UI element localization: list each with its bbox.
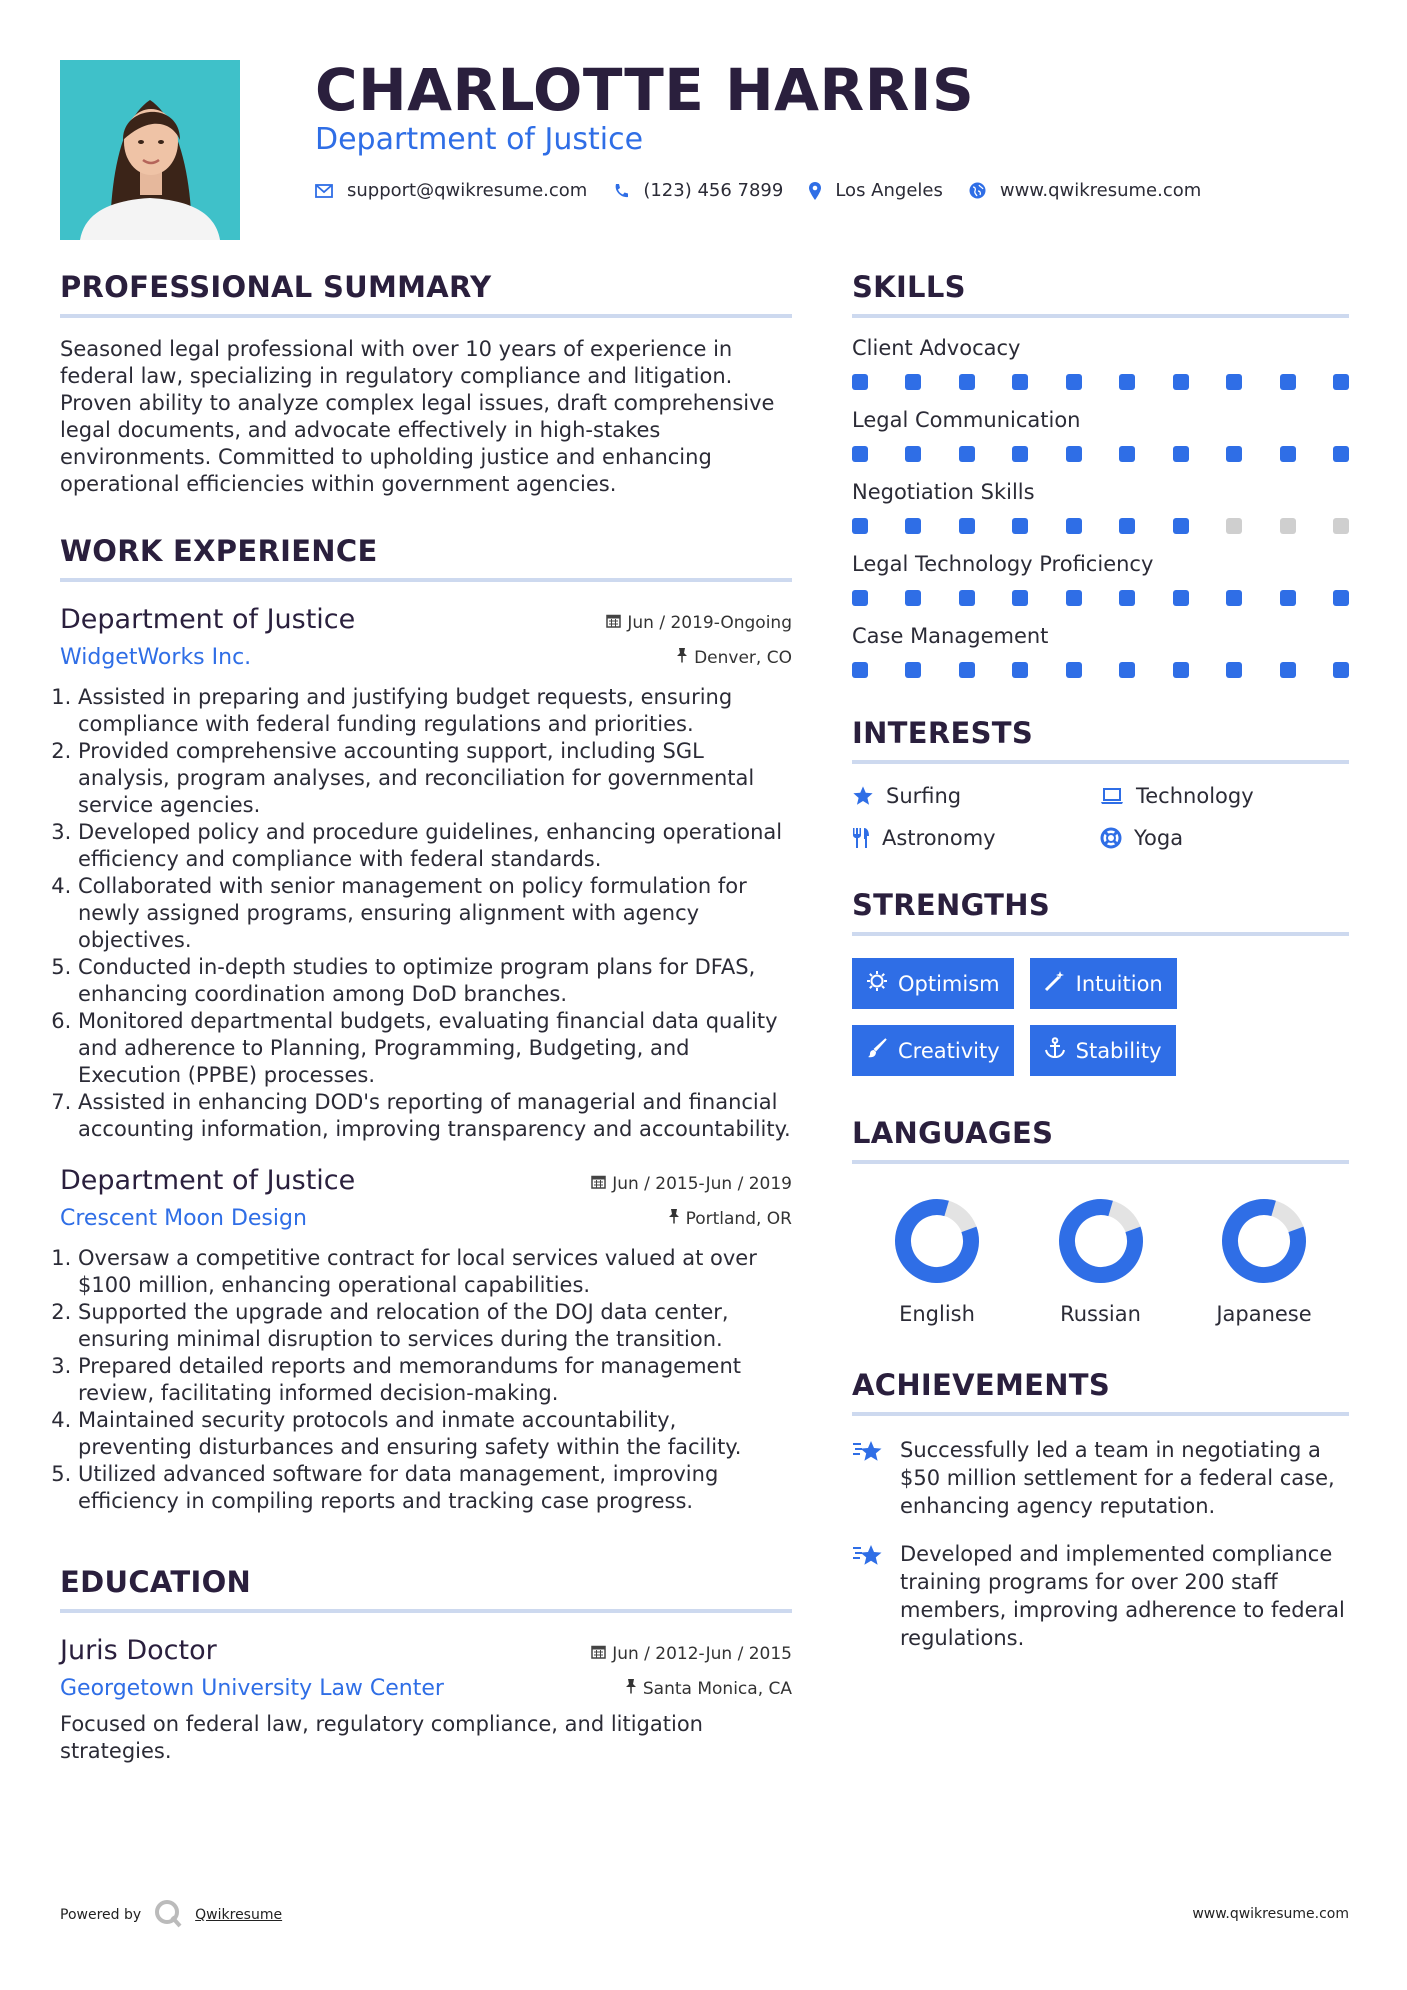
rating-dot-filled [1173,374,1189,390]
summary-heading: PROFESSIONAL SUMMARY [60,270,792,318]
interests-list [852,784,1349,850]
list-item: 5. Conducted in-depth studies to optimize program plans for DFAS, enhancing coordination among DoD branches. [78,954,792,1008]
skill-name: Client Advocacy [852,336,1021,360]
donut-fill [1221,1198,1307,1284]
list-item: 3. Developed policy and procedure guidelines, enhancing operational efficiency and compliance with federal standards. [78,819,792,873]
profile-photo [60,60,240,240]
contact-bar [315,180,1227,201]
shooting-star-icon [852,1436,884,1520]
skill-name: Legal Communication [852,408,1081,432]
languages-heading: LANGUAGES [852,1116,1349,1164]
education-entry [60,1635,792,1765]
calendar-icon [606,613,621,633]
rating-dot-filled [1333,590,1349,606]
job-title: Department of Justice [60,604,356,635]
list-item: 2. Supported the upgrade and relocation of the DOJ data center, ensuring minimal disruption to services during the transition. [78,1299,792,1353]
sun-icon [866,970,888,997]
rating-dot-filled [1173,662,1189,678]
rating-dot-filled [1280,374,1296,390]
pushpin-icon [668,1208,680,1229]
rating-dot-filled [1119,374,1135,390]
strength-label: Optimism [898,971,1000,996]
rating-dot-filled [1119,518,1135,534]
shooting-star-icon [852,1540,884,1652]
rating-dot-filled [1012,374,1028,390]
rating-dot-filled [959,662,975,678]
skill-name: Case Management [852,624,1049,648]
rating-dot-filled [959,590,975,606]
summary-text: Seasoned legal professional with over 10 years of experience in federal law, specializing in regulatory compliance and litigation. Proven ability to analyze complex legal issues, draft comprehensive legal documents, and advocate effectively in high-stakes environments. Committed to upholding justice and enhancing operational efficiencies within government agencies. [60,337,775,496]
job-dates: Jun / 2015-Jun / 2019 [612,1174,792,1194]
skill-item [852,480,1349,534]
job-title: Department of Justice [60,1165,356,1196]
skill-item [852,336,1349,390]
laptop-icon [1100,786,1124,806]
right-column [852,270,1349,1652]
anchor-icon [1044,1037,1066,1064]
rating-dot-filled [1012,590,1028,606]
rating-dot-filled [1066,590,1082,606]
powered-by-label: Powered by [60,1907,142,1923]
calendar-icon [591,1644,606,1664]
language-proficiency-donut [1221,1198,1307,1284]
rating-dot-filled [852,518,868,534]
rating-dot-filled [905,590,921,606]
school-name: Georgetown University Law Center [60,1676,444,1701]
utensils-icon [852,827,870,849]
magic-wand-icon [1044,970,1066,997]
rating-dot-filled [1333,374,1349,390]
website-link[interactable]: www.qwikresume.com [999,180,1202,201]
rating-dot-filled [1119,590,1135,606]
language-proficiency-donut [1058,1198,1144,1284]
email-icon [315,184,333,198]
rating-dot-filled [959,374,975,390]
skill-item [852,552,1349,606]
rating-dot-filled [852,446,868,462]
achievements-list [852,1436,1349,1652]
rating-dot-filled [959,518,975,534]
phone-icon [613,183,629,199]
interest-item [1100,784,1348,808]
list-item: 5. Utilized advanced software for data management, improving efficiency in compiling reports and tracking case progress. [78,1461,792,1515]
location-text: Los Angeles [835,180,943,201]
footer-powered-by [60,1898,282,1932]
strengths-heading: STRENGTHS [852,888,1349,936]
job-bullets [60,684,792,1143]
rating-dot-filled [1173,518,1189,534]
rating-dot-filled [905,446,921,462]
skills-list [852,336,1349,678]
job-entry [60,604,792,1143]
interest-item [852,826,1100,850]
interest-label: Surfing [886,784,962,808]
language-name: English [899,1302,975,1326]
rating-dot-empty [1280,518,1296,534]
candidate-name: CHARLOTTE HARRIS [315,56,975,124]
language-item [1026,1198,1176,1326]
list-item: 4. Collaborated with senior management on policy formulation for newly assigned programs, ensuring alignment with agency objectives. [78,873,792,954]
map-pin-icon [809,182,821,200]
job-location: Portland, OR [685,1208,792,1229]
phone-number[interactable]: (123) 456 7899 [643,180,784,201]
globe-icon [969,182,986,199]
list-item: 1. Assisted in preparing and justifying budget requests, ensuring compliance with federal funding regulations and priorities. [78,684,792,738]
languages-list [852,1198,1349,1326]
rating-dot-filled [1226,590,1242,606]
rating-dot-empty [1333,518,1349,534]
left-column [60,270,792,1765]
rating-dot-filled [1173,590,1189,606]
language-name: Russian [1060,1302,1141,1326]
strength-label: Stability [1075,1038,1162,1063]
education-heading: EDUCATION [60,1565,792,1613]
strength-tag [852,958,1014,1009]
rating-dot-filled [1280,590,1296,606]
achievement-text: Successfully led a team in negotiating a $50 million settlement for a federal case, enhancing agency reputation. [900,1438,1335,1518]
skill-item [852,624,1349,678]
rating-dot-filled [1280,662,1296,678]
donut-fill [1058,1198,1144,1284]
pushpin-icon [676,647,688,668]
experience-heading: WORK EXPERIENCE [60,534,792,582]
skill-rating [852,662,1349,678]
rating-dot-filled [1119,662,1135,678]
rating-dot-empty [1226,518,1242,534]
rating-dot-filled [1012,518,1028,534]
rating-dot-filled [1066,518,1082,534]
rating-dot-filled [1119,446,1135,462]
rating-dot-filled [852,374,868,390]
strength-tag [1030,958,1177,1009]
rating-dot-filled [1066,374,1082,390]
achievements-heading: ACHIEVEMENTS [852,1368,1349,1416]
interest-item [1100,826,1348,850]
lifebuoy-icon [1100,827,1122,849]
pushpin-icon [625,1678,637,1699]
interest-label: Astronomy [882,826,996,850]
skill-item [852,408,1349,462]
education-description: Focused on federal law, regulatory compliance, and litigation strategies. [60,1712,703,1763]
language-item [1189,1198,1339,1326]
list-item: 4. Maintained security protocols and inmate accountability, preventing disturbances and ensuring safety within the facility. [78,1407,792,1461]
rating-dot-filled [905,662,921,678]
strength-tag [852,1025,1014,1076]
rating-dot-filled [1066,446,1082,462]
rating-dot-filled [959,446,975,462]
skills-heading: SKILLS [852,270,1349,318]
achievement-item [852,1436,1349,1520]
rating-dot-filled [1012,662,1028,678]
donut-fill [894,1198,980,1284]
strength-label: Intuition [1075,971,1163,996]
list-item: 1. Oversaw a competitive contract for local services valued at over $100 million, enhancing operational capabilities. [78,1245,792,1299]
degree-title: Juris Doctor [60,1635,217,1666]
qwikresume-logo-icon [153,1898,183,1932]
calendar-icon [591,1174,606,1194]
education-dates: Jun / 2012-Jun / 2015 [612,1644,792,1664]
rating-dot-filled [1333,662,1349,678]
interest-label: Technology [1136,784,1254,808]
rating-dot-filled [1280,446,1296,462]
job-location: Denver, CO [694,647,792,668]
skill-rating [852,446,1349,462]
strength-tag [1030,1025,1176,1076]
rating-dot-filled [1226,446,1242,462]
job-dates: Jun / 2019-Ongoing [627,613,792,633]
email-link[interactable]: support@qwikresume.com [347,180,588,201]
rating-dot-filled [852,590,868,606]
skill-rating [852,590,1349,606]
skill-name: Negotiation Skills [852,480,1035,504]
skill-rating [852,374,1349,390]
company-name: WidgetWorks Inc. [60,645,252,670]
rating-dot-filled [905,518,921,534]
job-entry [60,1165,792,1515]
list-item: 3. Prepared detailed reports and memorandums for management review, facilitating informed decision-making. [78,1353,792,1407]
list-item: 7. Assisted in enhancing DOD's reporting of managerial and financial accounting information, improving transparency and accountability. [78,1089,792,1143]
language-name: Japanese [1216,1302,1312,1326]
strengths-list [852,958,1349,1076]
list-item: 2. Provided comprehensive accounting support, including SGL analysis, program analyses, and reconciliation for governmental service agencies. [78,738,792,819]
interests-heading: INTERESTS [852,716,1349,764]
language-item [862,1198,1012,1326]
strength-label: Creativity [898,1038,1000,1063]
job-bullets [60,1245,792,1515]
rating-dot-filled [1226,374,1242,390]
language-proficiency-donut [894,1198,980,1284]
footer-website[interactable]: www.qwikresume.com [1192,1906,1349,1922]
interest-label: Yoga [1134,826,1184,850]
company-name: Crescent Moon Design [60,1206,307,1231]
qwikresume-link[interactable]: Qwikresume [195,1907,283,1923]
rating-dot-filled [852,662,868,678]
paintbrush-icon [866,1037,888,1064]
interest-item [852,784,1100,808]
rating-dot-filled [1066,662,1082,678]
achievement-text: Developed and implemented compliance training programs for over 200 staff members, improving adherence to federal regulations. [900,1542,1345,1650]
rating-dot-filled [1333,446,1349,462]
candidate-title: Department of Justice [315,122,644,157]
rating-dot-filled [1012,446,1028,462]
education-location: Santa Monica, CA [642,1678,792,1699]
star-icon [852,785,874,807]
rating-dot-filled [905,374,921,390]
rating-dot-filled [1173,446,1189,462]
rating-dot-filled [1226,662,1242,678]
list-item: 6. Monitored departmental budgets, evaluating financial data quality and adherence to Planning, Programming, Budgeting, and Execution (PPBE) processes. [78,1008,792,1089]
achievement-item [852,1540,1349,1652]
skill-name: Legal Technology Proficiency [852,552,1154,576]
skill-rating [852,518,1349,534]
